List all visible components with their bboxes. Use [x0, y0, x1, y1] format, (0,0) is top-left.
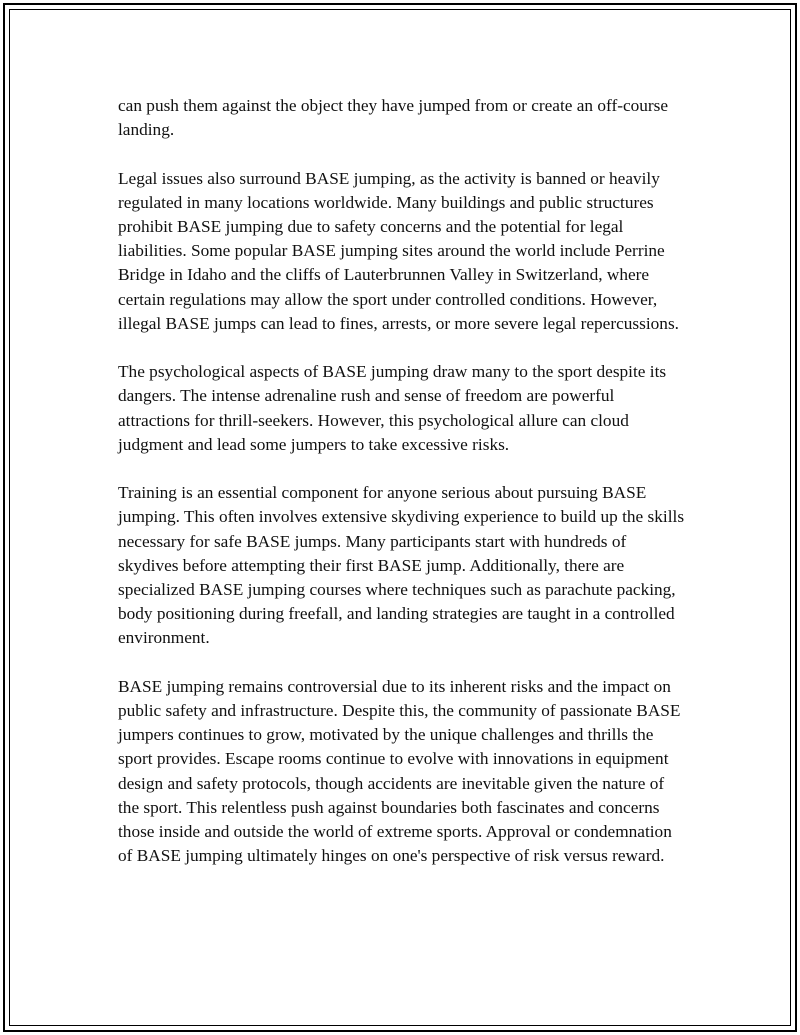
paragraph-5: BASE jumping remains controversial due to its inherent risks and the impact on public safety and infrastructure. Despite this, the community of passionate BASE jumpers continues to grow, motivated by the unique challenges and thrills the sport provides. Escape rooms continue to evolve with innovations in equipment design and safety protocols, though accidents are inevitable given the nature of the sport. This relentless push against boundaries both fascinates and concerns those inside and outside the world of extreme sports. Approval or condemnation of BASE jumping ultimately hinges on one's perspective of risk versus reward.	[118, 676, 681, 866]
paragraph-2: Legal issues also surround BASE jumping, as the activity is banned or heavily regulated in many locations worldwide. Many buildings and public structures prohibit BASE jumping due to safety concerns and the potential for legal liabilities. Some popular BASE jumping sites around the world include Perrine Bridge in Idaho and the cliffs of Lauterbrunnen Valley in Switzerland, where certain regulations may allow the sport under controlled conditions. However, illegal BASE jumps can lead to fines, arrests, or more severe legal repercussions.	[118, 168, 679, 333]
document-body	[118, 94, 688, 893]
paragraph-4: Training is an essential component for anyone serious about pursuing BASE jumping. This often involves extensive skydiving experience to build up the skills necessary for safe BASE jumps. Many participants start with hundreds of skydives before attempting their first BASE jump. Additionally, there are specialized BASE jumping courses where techniques such as parachute packing, body positioning during freefall, and landing strategies are taught in a controlled environment.	[118, 483, 685, 648]
paragraph-3: The psychological aspects of BASE jumping draw many to the sport despite its dangers. The intense adrenaline rush and sense of freedom are powerful attractions for thrill-seekers. However, this psychological allure can cloud judgment and lead some jumpers to take excessive risks.	[118, 362, 667, 454]
paragraph-1: can push them against the object they have jumped from or create an off-course landing.	[118, 96, 669, 140]
